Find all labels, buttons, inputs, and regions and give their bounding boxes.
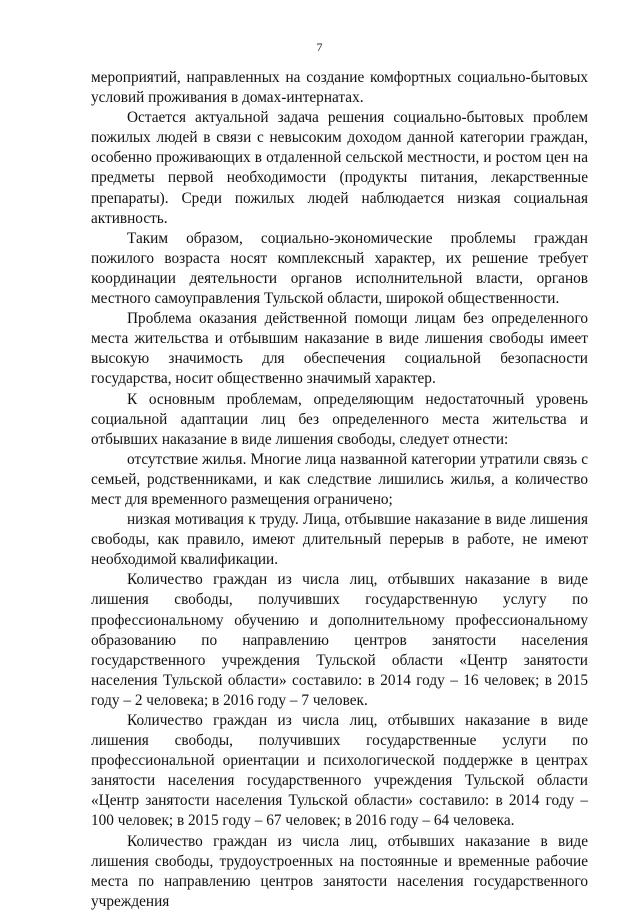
paragraph: К основным проблемам, определяющим недостаточный уровень социальной адаптации лиц без определенного места жительства и отбывших наказание в виде лишения свободы, следует отнести:	[91, 390, 588, 448]
body-text	[91, 68, 588, 912]
page-number: 7	[316, 40, 323, 54]
paragraph: мероприятий, направленных на создание комфортных социально-бытовых условий проживания в домах-интернатах.	[91, 69, 588, 107]
paragraph: Проблема оказания действенной помощи лицам без определенного места жительства и отбывшим наказание в виде лишения свободы имеет высокую значимость для обеспечения социальной безопасности государства, носит общественно значимый характер.	[91, 310, 588, 388]
paragraph: Остается актуальной задача решения социально-бытовых проблем пожилых людей в связи с невысоким доходом данной категории граждан, особенно проживающих в отдаленной сельской местности, и ростом цен на предметы первой необходимости (продукты питания, лекарственные препараты). Среди пожилых людей наблюдается низкая социальная активность.	[91, 109, 588, 227]
paragraph: отсутствие жилья. Многие лица названной категории утратили связь с семьей, родственниками, и как следствие лишились жилья, а количество мест для временного размещения ограничено;	[91, 450, 588, 508]
paragraph: Количество граждан из числа лиц, отбывших наказание в виде лишения свободы, трудоустроенных на постоянные и временные рабочие места по направлению центров занятости населения государственного учреждения	[91, 832, 588, 910]
paragraph: Количество граждан из числа лиц, отбывших наказание в виде лишения свободы, получивших государственную услугу по профессиональному обучению и дополнительному профессиональному образованию по направлению центров занятости населения государственного учреждения Тульской области «Центр занятости населения Тульской области» составило: в 2014 году – 16 человек; в 2015 году – 2 человека; в 2016 году – 7 человек.	[91, 571, 588, 709]
paragraph: Количество граждан из числа лиц, отбывших наказание в виде лишения свободы, получивших государственные услуги по профессиональной ориентации и психологической поддержке в центрах занятости населения государственного учреждения Тульской области «Центр занятости населения Тульской области» составило: в 2014 году – 100 человек; в 2015 году – 67 человек; в 2016 году – 64 человека.	[91, 712, 588, 830]
paragraph: Таким образом, социально-экономические проблемы граждан пожилого возраста носят комплексный характер, их решение требует координации деятельности органов исполнительной власти, органов местного самоуправления Тульской области, широкой общественности.	[91, 229, 588, 308]
paragraph: низкая мотивация к труду. Лица, отбывшие наказание в виде лишения свободы, как правило, имеют длительный перерыв в работе, не имеют необходимой квалификации.	[91, 511, 588, 569]
